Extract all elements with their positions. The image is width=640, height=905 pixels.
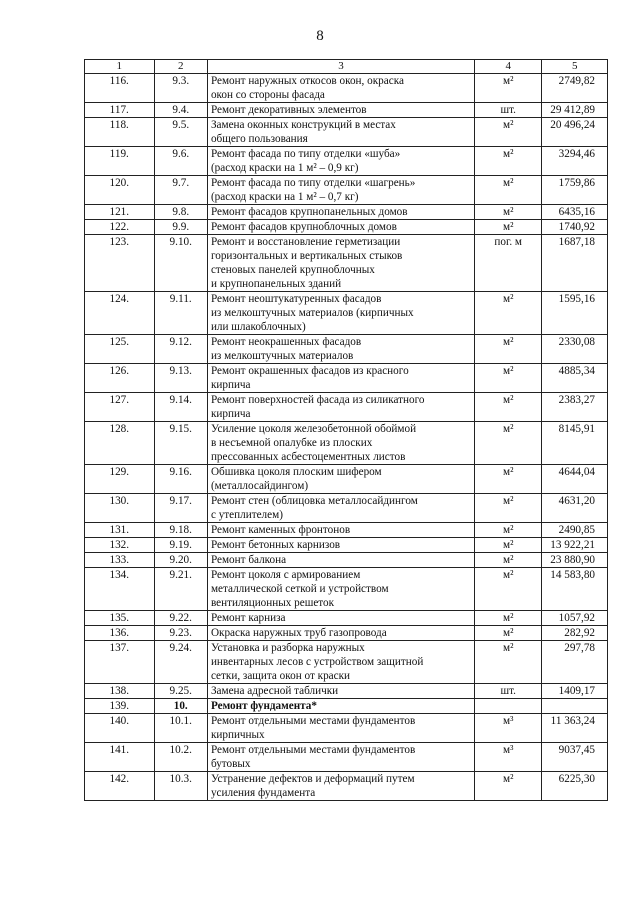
unit-price: 4885,34 [542,364,608,393]
description-text: Ремонт фасадов крупноблочных домов [210,221,397,233]
row-number: 117. [85,103,155,118]
description-text: Ремонт окрашенных фасадов из красного кирпича [210,365,409,391]
description-text: Устранение дефектов и деформаций путем усиления фундамента [210,773,415,799]
row-number: 122. [85,220,155,235]
unit-of-measure: м² [474,538,542,553]
row-number: 116. [85,74,155,103]
unit-of-measure: м² [474,523,542,538]
table-row [85,684,608,699]
column-header: 2 [154,60,207,74]
table-row [85,538,608,553]
description-text: Ремонт поверхностей фасада из силикатного кирпича [210,394,425,420]
work-description [207,235,474,292]
unit-price: 1409,17 [542,684,608,699]
item-code: 9.21. [154,568,207,611]
item-code: 9.23. [154,626,207,641]
description-text: Ремонт декоративных элементов [210,104,367,116]
work-description [207,465,474,494]
row-number: 126. [85,364,155,393]
unit-of-measure: пог. м [474,235,542,292]
description-text: Ремонт фундамента* [210,700,317,712]
table-row [85,393,608,422]
unit-price: 1687,18 [542,235,608,292]
unit-price: 6435,16 [542,205,608,220]
unit-price: 13 922,21 [542,538,608,553]
work-description [207,699,474,714]
unit-of-measure: м² [474,147,542,176]
unit-of-measure: м² [474,176,542,205]
work-description [207,364,474,393]
description-text: Ремонт бетонных карнизов [210,539,341,551]
unit-of-measure: м² [474,611,542,626]
table-row [85,364,608,393]
row-number: 132. [85,538,155,553]
table-row [85,494,608,523]
row-number: 139. [85,699,155,714]
unit-of-measure: м² [474,364,542,393]
work-description [207,393,474,422]
row-number: 131. [85,523,155,538]
work-description [207,714,474,743]
row-number: 137. [85,641,155,684]
row-number: 129. [85,465,155,494]
description-text: Ремонт фасадов крупнопанельных домов [210,206,408,218]
unit-price: 11 363,24 [542,714,608,743]
description-text: Ремонт цоколя с армированием металлической сеткой и устройством вентиляционных решеток [210,569,389,609]
row-number: 140. [85,714,155,743]
item-code: 9.3. [154,74,207,103]
description-text: Ремонт фасада по типу отделки «шуба» (расход краски на 1 м² – 0,9 кг) [210,148,401,174]
table-row [85,699,608,714]
description-text: Усиление цоколя железобетонной обоймой в несъемной опалубке из плоских прессованных асбестоцементных листов [210,423,417,463]
description-text: Ремонт карниза [210,612,286,624]
row-number: 133. [85,553,155,568]
description-text: Ремонт неоштукатуренных фасадов из мелкоштучных материалов (кирпичных или шлакоблочных) [210,293,414,333]
unit-price: 2490,85 [542,523,608,538]
table-row [85,335,608,364]
unit-of-measure: м² [474,568,542,611]
work-description [207,684,474,699]
unit-price: 1740,92 [542,220,608,235]
work-description [207,118,474,147]
table-row [85,611,608,626]
column-header: 5 [542,60,608,74]
unit-price: 4631,20 [542,494,608,523]
item-code: 10.3. [154,772,207,801]
table-row [85,103,608,118]
unit-of-measure: м³ [474,743,542,772]
work-description [207,74,474,103]
description-text: Замена адресной таблички [210,685,339,697]
table-row [85,205,608,220]
unit-price: 2330,08 [542,335,608,364]
work-description [207,553,474,568]
unit-price: 9037,45 [542,743,608,772]
work-description [207,103,474,118]
table-row [85,568,608,611]
work-description [207,641,474,684]
price-table [84,59,608,801]
unit-price: 29 412,89 [542,103,608,118]
table-row [85,626,608,641]
work-description [207,335,474,364]
table-row [85,465,608,494]
row-number: 142. [85,772,155,801]
description-text: Обшивка цоколя плоским шифером (металлосайдингом) [210,466,382,492]
unit-of-measure: м² [474,772,542,801]
item-code: 9.25. [154,684,207,699]
unit-of-measure: м² [474,118,542,147]
unit-of-measure [474,699,542,714]
description-text: Ремонт отдельными местами фундаментов кирпичных [210,715,416,741]
table-row [85,772,608,801]
description-text: Ремонт отдельными местами фундаментов бутовых [210,744,416,770]
description-text: Ремонт каменных фронтонов [210,524,351,536]
row-number: 128. [85,422,155,465]
item-code: 9.12. [154,335,207,364]
table-row [85,743,608,772]
table-row [85,422,608,465]
work-description [207,220,474,235]
work-description [207,494,474,523]
item-code: 9.4. [154,103,207,118]
unit-price: 23 880,90 [542,553,608,568]
unit-of-measure: м³ [474,714,542,743]
item-code: 9.7. [154,176,207,205]
unit-price: 14 583,80 [542,568,608,611]
description-text: Ремонт и восстановление герметизации горизонтальных и вертикальных стыков стеновых панелей крупноблочных и крупнопанельных зданий [210,236,403,290]
row-number: 130. [85,494,155,523]
table-row [85,292,608,335]
table-row [85,220,608,235]
item-code: 10.1. [154,714,207,743]
item-code: 9.16. [154,465,207,494]
unit-of-measure: шт. [474,684,542,699]
unit-of-measure: шт. [474,103,542,118]
item-code: 9.5. [154,118,207,147]
table-row [85,553,608,568]
row-number: 141. [85,743,155,772]
table-row [85,641,608,684]
item-code: 9.20. [154,553,207,568]
unit-of-measure: м² [474,205,542,220]
item-code: 9.9. [154,220,207,235]
description-text: Ремонт наружных откосов окон, окраска окон со стороны фасада [210,75,404,101]
item-code: 9.6. [154,147,207,176]
work-description [207,205,474,220]
work-description [207,626,474,641]
unit-of-measure: м² [474,641,542,684]
item-code: 9.13. [154,364,207,393]
row-number: 121. [85,205,155,220]
item-code: 9.17. [154,494,207,523]
unit-of-measure: м² [474,393,542,422]
table-row [85,176,608,205]
description-text: Установка и разборка наружных инвентарных лесов с устройством защитной сетки, защита окон от краски [210,642,424,682]
description-text: Окраска наружных труб газопровода [210,627,387,639]
work-description [207,422,474,465]
unit-price: 6225,30 [542,772,608,801]
row-number: 127. [85,393,155,422]
description-text: Ремонт стен (облицовка металлосайдингом с утеплителем) [210,495,418,521]
work-description [207,772,474,801]
row-number: 138. [85,684,155,699]
unit-of-measure: м² [474,220,542,235]
item-code: 9.18. [154,523,207,538]
item-code: 9.19. [154,538,207,553]
table-row [85,118,608,147]
column-header: 3 [207,60,474,74]
unit-price: 3294,46 [542,147,608,176]
row-number: 119. [85,147,155,176]
item-code: 9.10. [154,235,207,292]
unit-price: 297,78 [542,641,608,684]
row-number: 136. [85,626,155,641]
unit-price: 2749,82 [542,74,608,103]
work-description [207,538,474,553]
work-description [207,568,474,611]
work-description [207,292,474,335]
item-code: 10. [154,699,207,714]
unit-of-measure: м² [474,292,542,335]
unit-of-measure: м² [474,74,542,103]
work-description [207,743,474,772]
table-row [85,74,608,103]
description-text: Ремонт фасада по типу отделки «шагрень» (расход краски на 1 м² – 0,7 кг) [210,177,416,203]
column-header: 1 [85,60,155,74]
item-code: 9.15. [154,422,207,465]
row-number: 120. [85,176,155,205]
table-row [85,235,608,292]
unit-of-measure: м² [474,494,542,523]
work-description [207,611,474,626]
description-text: Ремонт неокрашенных фасадов из мелкоштучных материалов [210,336,362,362]
unit-price: 1595,16 [542,292,608,335]
unit-price: 1759,86 [542,176,608,205]
unit-of-measure: м² [474,422,542,465]
unit-of-measure: м² [474,465,542,494]
table-row [85,147,608,176]
item-code: 9.14. [154,393,207,422]
item-code: 9.22. [154,611,207,626]
unit-price: 1057,92 [542,611,608,626]
unit-price: 2383,27 [542,393,608,422]
row-number: 123. [85,235,155,292]
unit-of-measure: м² [474,335,542,364]
work-description [207,147,474,176]
column-header: 4 [474,60,542,74]
unit-of-measure: м² [474,626,542,641]
unit-price: 282,92 [542,626,608,641]
row-number: 125. [85,335,155,364]
unit-of-measure: м² [474,553,542,568]
row-number: 118. [85,118,155,147]
description-text: Замена оконных конструкций в местах общего пользования [210,119,396,145]
row-number: 135. [85,611,155,626]
work-description [207,523,474,538]
row-number: 134. [85,568,155,611]
table-row [85,523,608,538]
row-number: 124. [85,292,155,335]
table-header-row [85,60,608,74]
page-number: 8 [316,28,324,44]
item-code: 9.11. [154,292,207,335]
table-row [85,714,608,743]
unit-price [542,699,608,714]
unit-price: 4644,04 [542,465,608,494]
work-description [207,176,474,205]
item-code: 10.2. [154,743,207,772]
unit-price: 20 496,24 [542,118,608,147]
item-code: 9.8. [154,205,207,220]
table-body [85,74,608,801]
item-code: 9.24. [154,641,207,684]
description-text: Ремонт балкона [210,554,287,566]
unit-price: 8145,91 [542,422,608,465]
